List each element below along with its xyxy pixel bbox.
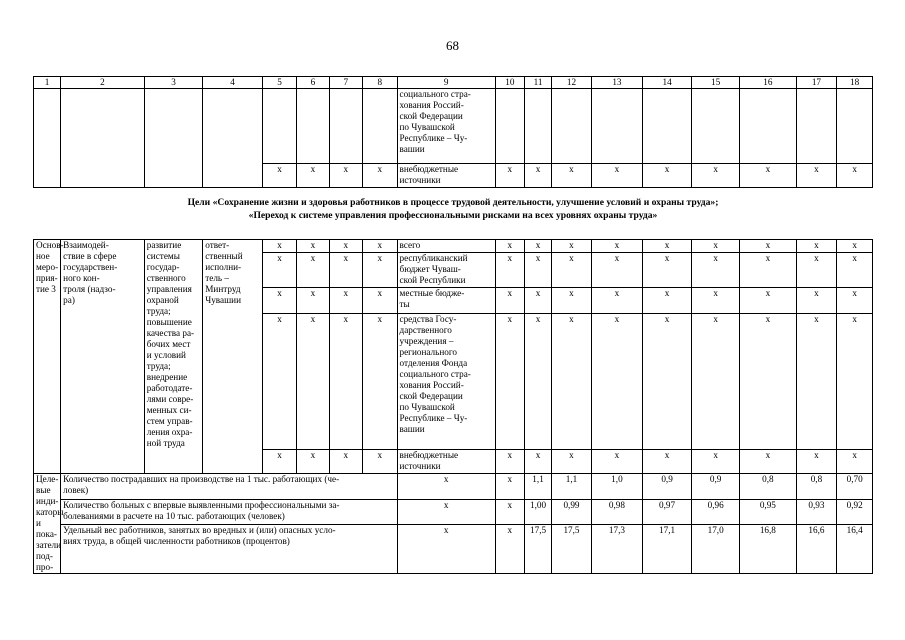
funding-source-cell: внебюджетные источники [397,450,495,474]
column-number-cell: 15 [692,77,740,89]
x-cell: x [297,450,329,474]
indicator-value-cell: 17,5 [552,525,592,574]
cell [144,89,203,188]
column-number-cell: 14 [643,77,692,89]
x-cell: x [591,450,642,474]
x-cell: x [796,288,837,314]
x-cell: x [297,314,329,450]
x-cell: x [837,253,873,288]
x-cell: x [552,450,592,474]
cell [34,89,61,188]
x-cell: x [363,240,397,253]
cell [524,89,551,164]
x-cell: x [297,253,329,288]
indicator-row [34,525,873,574]
cell [262,89,296,164]
column-number-cell: 18 [837,77,873,89]
x-cell: x [740,450,796,474]
indicator-value-cell: 16,6 [796,525,837,574]
column-number-cell: 6 [297,77,329,89]
x-cell: x [262,240,296,253]
indicator-value-cell: 0,95 [740,499,796,525]
x-cell: x [692,240,740,253]
indicator-value-cell: 17,3 [591,525,642,574]
indicator-value-cell: 0,92 [837,499,873,525]
table-row [34,89,873,164]
indicator-value-cell: 1,00 [524,499,551,525]
indicator-value-cell: 0,96 [692,499,740,525]
x-cell: x [329,314,362,450]
indicator-value-cell: 0,8 [740,474,796,500]
indicator-value-cell: 0,9 [643,474,692,500]
column-number-cell: 11 [524,77,551,89]
cell [643,89,692,164]
event-description-cell: развитие системы государ- ственного управления охраной труда; повышение качества ра- бочих мест и условий труда; внедрение работодате- лями совре- менных си- стем управ- ления охра- ной труда [144,240,203,474]
x-cell: x [643,164,692,188]
column-number-cell: 9 [397,77,495,89]
indicator-name-cell: Количество пострадавших на производстве на 1 тыс. работающих (че- ловек) [61,474,397,500]
column-number-cell: 8 [363,77,397,89]
x-cell: x [643,240,692,253]
column-number-cell: 16 [740,77,796,89]
x-cell: x [591,314,642,450]
x-cell: x [524,164,551,188]
indicator-value-cell: 0,8 [796,474,837,500]
event-type-cell: Основ- ное меро- прия- тие 3 [34,240,61,474]
x-cell: x [262,164,296,188]
x-cell: x [740,314,796,450]
x-cell: x [692,288,740,314]
x-cell: x [643,253,692,288]
x-cell: x [692,253,740,288]
cell [203,89,263,188]
event-executor-cell: ответ- ственный исполни- тель – Минтруд Чувашии [203,240,263,474]
x-cell: x [329,288,362,314]
x-cell: x [495,253,524,288]
x-cell: x [495,314,524,450]
x-cell: x [796,450,837,474]
x-cell: x [397,499,495,525]
column-number-cell: 13 [591,77,642,89]
x-cell: x [796,240,837,253]
x-cell: x [552,253,592,288]
column-number-cell: 3 [144,77,203,89]
x-cell: x [297,240,329,253]
indicator-value-cell: 17,5 [524,525,551,574]
x-cell: x [363,450,397,474]
column-number-cell: 7 [329,77,362,89]
indicator-row [34,499,873,525]
x-cell: x [329,164,362,188]
indicator-value-cell: 17,0 [692,525,740,574]
x-cell: x [495,450,524,474]
x-cell: x [837,164,873,188]
x-cell: x [740,288,796,314]
x-cell: x [591,288,642,314]
column-number-cell: 10 [495,77,524,89]
table-row [34,240,873,253]
cell [495,89,524,164]
indicator-name-cell: Количество больных с впервые выявленными профессиональными за- болеваниями в расчете на 10 тыс. работающих (человек) [61,499,397,525]
indicator-value-cell: 0,70 [837,474,873,500]
x-cell: x [837,450,873,474]
x-cell: x [740,164,796,188]
x-cell: x [524,450,551,474]
funding-source-cell: внебюджетные источники [397,164,495,188]
x-cell: x [552,240,592,253]
x-cell: x [297,164,329,188]
indicator-value-cell: 17,1 [643,525,692,574]
cell [552,89,592,164]
continuation-table [33,76,873,188]
x-cell: x [796,253,837,288]
indicator-row [34,474,873,500]
cell [297,89,329,164]
x-cell: x [495,474,524,500]
x-cell: x [297,288,329,314]
x-cell: x [524,288,551,314]
x-cell: x [643,288,692,314]
x-cell: x [837,314,873,450]
funding-source-cell: социального стра- хования Россий- ской Федерации по Чувашской Республике – Чу- вашии [397,89,495,164]
x-cell: x [524,314,551,450]
goals-line-2: «Переход к системе управления профессиональными рисками на всех уровнях охраны труда» [248,210,658,221]
x-cell: x [262,314,296,450]
x-cell: x [692,314,740,450]
x-cell: x [363,288,397,314]
indicator-value-cell: 0,93 [796,499,837,525]
x-cell: x [552,314,592,450]
cell [591,89,642,164]
funding-source-cell: республиканский бюджет Чуваш- ской Республики [397,253,495,288]
indicator-value-cell: 0,97 [643,499,692,525]
x-cell: x [363,164,397,188]
x-cell: x [329,240,362,253]
x-cell: x [262,450,296,474]
indicators-label-cell: Целе- вые инди- каторы и пока- затели под- про- [34,474,61,574]
indicators-body [34,474,873,574]
indicator-value-cell: 0,98 [591,499,642,525]
cell [61,89,145,188]
x-cell: x [643,314,692,450]
x-cell: x [363,253,397,288]
cell [837,89,873,164]
indicator-value-cell: 16,8 [740,525,796,574]
event-name-cell: Взаимодей- ствие в сфере государствен- ного кон- троля (надзо- ра) [61,240,145,474]
indicator-name-cell: Удельный вес работников, занятых во вредных и (или) опасных усло- виях труда, в общей численности работников (процентов) [61,525,397,574]
indicator-value-cell: 16,4 [837,525,873,574]
x-cell: x [329,253,362,288]
funding-source-cell: средства Госу- дарственного учреждения – регионального отделения Фонда социального стра- хования Россий- ской Федерации по Чувашской Республике – Чу- вашии [397,314,495,450]
x-cell: x [796,164,837,188]
cell [692,89,740,164]
x-cell: x [837,240,873,253]
x-cell: x [495,240,524,253]
x-cell: x [740,253,796,288]
x-cell: x [552,164,592,188]
column-number-cell: 12 [552,77,592,89]
x-cell: x [397,474,495,500]
x-cell: x [495,164,524,188]
indicator-value-cell: 0,99 [552,499,592,525]
x-cell: x [524,240,551,253]
indicator-value-cell: 0,9 [692,474,740,500]
x-cell: x [262,253,296,288]
indicator-value-cell: 1,1 [524,474,551,500]
x-cell: x [524,253,551,288]
indicator-value-cell: 1,1 [552,474,592,500]
column-number-cell: 1 [34,77,61,89]
x-cell: x [591,240,642,253]
x-cell: x [329,450,362,474]
x-cell: x [363,314,397,450]
indicator-value-cell: 1,0 [591,474,642,500]
x-cell: x [591,164,642,188]
x-cell: x [740,240,796,253]
x-cell: x [495,499,524,525]
cell [329,89,362,164]
column-number-cell: 4 [203,77,263,89]
column-number-cell: 17 [796,77,837,89]
x-cell: x [692,164,740,188]
column-number-cell: 5 [262,77,296,89]
x-cell: x [495,525,524,574]
cell [740,89,796,164]
goals-heading [33,196,873,222]
x-cell: x [643,450,692,474]
x-cell: x [692,450,740,474]
cell [363,89,397,164]
x-cell: x [796,314,837,450]
column-number-row [34,77,873,89]
x-cell: x [495,288,524,314]
x-cell: x [591,253,642,288]
x-cell: x [397,525,495,574]
goals-line-1: Цели «Сохранение жизни и здоровья работников в процессе трудовой деятельности, улучшение условий и охраны труда»; [187,197,719,208]
event-table [33,239,873,574]
funding-source-cell: местные бюдже- ты [397,288,495,314]
page-number: 68 [446,38,459,53]
cell [796,89,837,164]
x-cell: x [837,288,873,314]
funding-source-cell: всего [397,240,495,253]
x-cell: x [262,288,296,314]
x-cell: x [552,288,592,314]
column-number-cell: 2 [61,77,145,89]
